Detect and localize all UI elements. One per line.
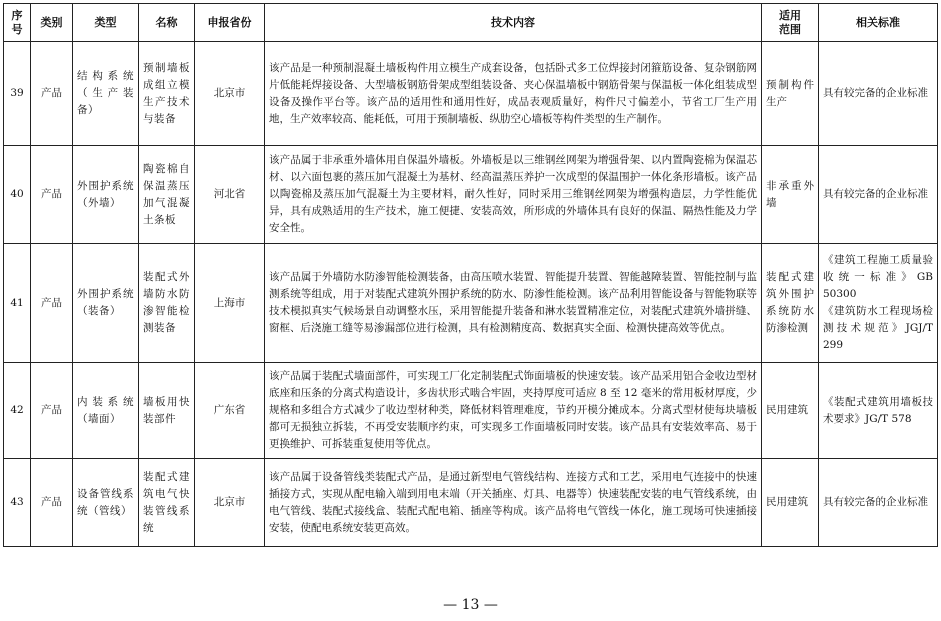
cell-type: 设备管线系统（管线） — [73, 459, 139, 547]
cell-standard: 具有较完备的企业标准 — [819, 459, 938, 547]
cell-tech: 该产品属于设备管线类装配式产品，是通过新型电气管线结构、连接方式和工艺，采用电气连接中的快速插接方式，实现从配电输入端到用电末端（开关插座、灯具、电器等）快速装配安装的电气管线系统，由电气管线、装配式接线盒、装配式配电箱、插座等构成。该产品将电气管线一体化，施工现场可快速插接安装，使配电系统安装更高效。 — [265, 459, 762, 547]
cell-name: 装配式外墙防水防渗智能检测装备 — [139, 244, 195, 363]
page-number: — 13 — — [443, 597, 498, 613]
cell-no: 41 — [4, 244, 31, 363]
cell-tech: 该产品属于装配式墙面部件，可实现工厂化定制装配式饰面墙板的快速安装。该产品采用铝合金收边型材底座和压条的分离式构造设计，多齿状形式啮合牢固，夹持厚度可适应 8 至 12 毫米的常用板材厚度，少规格和多组合方式减少了收边型材种类，降低材料管理难度，节约开模分摊成本。分离式型材使每块墙板都可无损独立拆装，不再受安装顺序约束，可实现多工作面墙板同时安装。该产品具有安装效率高、易于更换维护、可拆装重复使用等优点。 — [265, 363, 762, 459]
header-tech: 技术内容 — [265, 4, 762, 42]
cell-name: 预制墙板成组立模生产技术与装备 — [139, 42, 195, 146]
cell-type: 结构系统（生产装备） — [73, 42, 139, 146]
cell-standard: 具有较完备的企业标准 — [819, 42, 938, 146]
header-standard: 相关标准 — [819, 4, 938, 42]
table-row — [4, 244, 938, 363]
cell-name: 陶瓷棉自保温蒸压加气混凝土条板 — [139, 146, 195, 244]
cell-tech: 该产品属于外墙防水防渗智能检测装备，由高压喷水装置、智能提升装置、智能越障装置、智能控制与监测系统等组成，用于对装配式建筑外围护系统的防水、防渗性能检测。该产品利用智能设备与智能物联等技术模拟真实气候场景自动调整水压，采用智能提升装备和淋水装置精准定位，对装配式建筑外墙拼缝、窗框、后浇施工缝等易渗漏部位进行检测，具有检测精度高、数据真实全面、检测快捷高效等优点。 — [265, 244, 762, 363]
table-row — [4, 146, 938, 244]
table-row — [4, 459, 938, 547]
table-row — [4, 363, 938, 459]
table-row — [4, 42, 938, 146]
cell-scope: 民用建筑 — [762, 363, 819, 459]
cell-category: 产品 — [31, 42, 73, 146]
header-row — [4, 4, 938, 42]
cell-province: 广东省 — [195, 363, 265, 459]
cell-standard: 《装配式建筑用墙板技术要求》JG/T 578 — [819, 363, 938, 459]
cell-standard: 《建筑工程施工质量验收统一标准》GB 50300 《建筑防水工程现场检测技术规范》JGJ/T 299 — [819, 244, 938, 363]
cell-no: 42 — [4, 363, 31, 459]
cell-scope: 装配式建筑外围护系统防水防渗检测 — [762, 244, 819, 363]
cell-type: 外围护系统（外墙） — [73, 146, 139, 244]
header-no: 序 号 — [4, 4, 31, 42]
cell-province: 北京市 — [195, 459, 265, 547]
cell-province: 河北省 — [195, 146, 265, 244]
projects-table — [3, 3, 938, 547]
cell-tech: 该产品是一种预制混凝土墙板构件用立模生产成套设备，包括卧式多工位焊接封闭箍筋设备、复杂钢筋网片低能耗焊接设备、大型墙板钢筋骨架成型组装设备、夹心保温墙板中钢筋骨架与保温板一体化组装成型设备及操作平台等。该产品的适用性和通用性好，成品表观质量好，构件尺寸偏差小，节省工厂生产用地，生产效率较高、能耗低，可用于预制墙板、纵肋空心墙板等构件类型的生产制作。 — [265, 42, 762, 146]
header-name: 名称 — [139, 4, 195, 42]
cell-no: 40 — [4, 146, 31, 244]
cell-scope: 民用建筑 — [762, 459, 819, 547]
cell-scope: 预制构件生产 — [762, 42, 819, 146]
header-scope: 适用 范围 — [762, 4, 819, 42]
cell-type: 内装系统（墙面） — [73, 363, 139, 459]
cell-no: 43 — [4, 459, 31, 547]
cell-province: 北京市 — [195, 42, 265, 146]
cell-scope: 非承重外墙 — [762, 146, 819, 244]
cell-standard: 具有较完备的企业标准 — [819, 146, 938, 244]
header-type: 类型 — [73, 4, 139, 42]
cell-category: 产品 — [31, 459, 73, 547]
cell-name: 装配式建筑电气快装管线系统 — [139, 459, 195, 547]
cell-province: 上海市 — [195, 244, 265, 363]
cell-name: 墙板用快装部件 — [139, 363, 195, 459]
header-province: 申报省份 — [195, 4, 265, 42]
cell-tech: 该产品属于非承重外墙体用自保温外墙板。外墙板是以三维钢丝网架为增强骨架、以内置陶瓷棉为保温芯材、以六面包裹的蒸压加气混凝土为基材、经高温蒸压养护一次成型的保温围护一体化条形墙板。该产品以陶瓷棉及蒸压加气混凝土为主要材料，耐久性好，同时采用三维钢丝网架为增强构造层，力学性能优异，具有成熟适用的生产技术，施工便捷、安装高效，所形成的外墙体具有良好的保温、隔热性能及力学安全性。 — [265, 146, 762, 244]
header-category: 类别 — [31, 4, 73, 42]
cell-category: 产品 — [31, 363, 73, 459]
cell-category: 产品 — [31, 146, 73, 244]
cell-category: 产品 — [31, 244, 73, 363]
cell-type: 外围护系统（装备） — [73, 244, 139, 363]
cell-no: 39 — [4, 42, 31, 146]
